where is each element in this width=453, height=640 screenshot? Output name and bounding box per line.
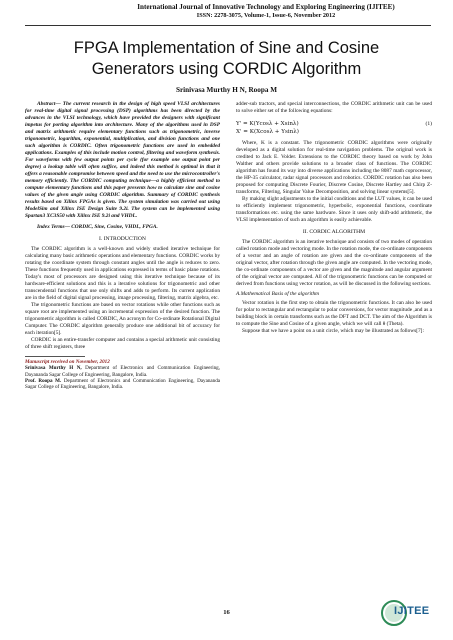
footnote-rule [25, 356, 85, 357]
history-paragraph: Where, K is a constant. The trigonometric CORDIC algorithms were originally developed as a digital solution for real-time navigation problems. The original work is credited to Jack E. Volder. Extensions to the CORDIC theory based on work by John Walther and others provide solutions to a broader class of functions. The CORDIC algorithm has found its way into diverse applications including the 8087 math coprocessor, the HP-35 calculator, radar signal processors and robotics. CORDIC rotation has also been proposed for computing Discrete Fourier, Discrete Cosine, Discrete Hartley and Chirp Z-transforms, Filtering, Singular Value Decomposition, and solving linear systems[5]. [236, 140, 432, 195]
manuscript-note: Manuscript received on November, 2012 [25, 359, 110, 365]
intro-paragraph-1: The CORDIC algorithm is a well-known and widely studied iterative technique for calculating many basic arithmetic operations and elementary functions. CORDIC works by rotating the coordinate system through constant angles until the angle is reduces to zero. These functions frequently used in applications expressed in terms of basic plane rotations. Today's most of processors are designed using this iterative technique because of its hardware-efficient solutions and this is a iterative solutions for trigonometric and other transcendental functions that use only shifts and adds to perform. Its current application are in the field of digital signal processing, image processing, filtering, matrix algebra, etc. [25, 246, 220, 301]
paper-title [40, 38, 413, 80]
right-column [236, 101, 432, 335]
author-1-aff-text: Department of Electronics and Communication Engineering, Dayananda Sagar College of Engineering, Bangalore, India. [25, 365, 221, 378]
cordic-intro-paragraph: adder-sub tractors, and special interconnections, the CORDIC arithmetic unit can be used to solve either set of the following equations: [236, 101, 432, 114]
abstract: Abstract— The current research in the design of high speed VLSI architectures for real-time digital signal processing (DSP) algorithms has been directed by the advances in the VLSI technology, which have provided the designers with significant impetus for porting algorithm into architecture. Many of the algorithms used in DSP and matrix arithmetic require elementary functions such as trigonometric, inverse trigonometric, logarithm, exponential, multiplication, and division functions and one such algorithm is CORDIC. Often trigonometric functions are used in embedded applications. Examples of this include motion control, filtering and waveform synthesis. For waveforms with few output points per cycle (for example one output point per degree) a lookup table will often suffice, and indeed this method is optimal in that it offers a reasonable compromise between speed and the need to use the microcontroller's memory efficiently. The CORDIC computing technique—a highly efficient method to compute elementary functions and this paper presents how to calculate sine and cosine values of the given angle using CORDIC algorithm. Summary of CORDIC synthesis results based on Xilinx FPGAs is given. The system simulation was carried out using ModelSim and Xilinx ISE Design Suite 9.2i. The system can be implemented using Spartan3 XC3S50 with Xilinx ISE 9.2i and VHDL. [25, 101, 220, 219]
math-basis-paragraph-1: Vector rotation is the first step to obtain the trigonometric functions. It can also be used for polar to rectangular and rectangular to polar conversions, for vector magnitude ,and as a building block in certain transforms such as the DFT and DCT. The aim of the Algorithm is to compute the Sine and Cosine of a given angle, which we will call θ (Theta). [236, 300, 432, 327]
journal-name: International Journal of Innovative Technology and Exploring Engineering (IJITEE) [137, 3, 395, 11]
left-column [25, 101, 220, 390]
running-header [101, 3, 431, 19]
author-1-name: Srinivasa Murthy H N, [25, 365, 82, 372]
footnotes [25, 359, 220, 390]
title-line-1: FPGA Implementation of Sine and Cosine [73, 39, 380, 57]
equation-1 [236, 121, 432, 136]
authors: Srinivasa Murthy H N, Roopa M [175, 86, 278, 94]
page-number: 16 [223, 609, 230, 616]
algorithm-paragraph: The CORDIC algorithm is an iterative technique and consists of two modes of operation called rotation mode and vectoring mode. In the rotation mode, the co-ordinate components of a vector and an angle of rotation are given and the co-ordinate components of the original vector, after rotation through the given angle are computed. In the vectoring mode, the co-ordinate components of a vector are given and the magnitude and angular argument of the original vector are computed. All of the trigonometric functions can be computed or derived from functions using vector rotation, as will be discussed in the following sections. [236, 239, 432, 287]
equation-number: (1) [425, 121, 432, 127]
section-1-heading: I. INTRODUCTION [99, 236, 146, 242]
title-line-2: Generators using CORDIC Algorithm [91, 60, 362, 78]
subsection-heading: A.Mathematical Basis of the algorithm [236, 291, 319, 297]
header-rule [25, 25, 431, 26]
intro-paragraph-3: CORDIC is an entire-transfer computer and contains a special arithmetic unit consisting of three shift registers, three [25, 337, 220, 350]
journal-logo [381, 598, 435, 628]
intro-paragraph-2: The trigonometric functions are based on vector rotations while other functions such as square root are implemented using an incremental expression of the desired function. The trigonometric algorithm is called CORDIC, An acronym for Co-ordinate Rotational Digital Computer. The CORDIC algorithm generally produce one additional bit of accuracy for each iteration[5]. [25, 302, 220, 336]
index-terms: Index Terms— CORDIC, Sine, Cosine, VHDL, FPGA. [37, 224, 158, 230]
section-2-heading: II. CORDIC ALGORITHM [302, 229, 366, 235]
logo-text: IJITEE [394, 605, 430, 617]
equation-line-1: Y' = K(Ycosλ + Xsinλ) [236, 121, 299, 127]
author-2-name: Prof. Roopa M. [25, 377, 62, 384]
author-1-affiliation [25, 365, 220, 378]
issn-line: ISSN: 2278-3075, Volume-1, Issue-6, November 2012 [196, 11, 336, 19]
author-2-aff-text: Department of Electronics and Communication Engineering, Dayananda Sagar College of Engineering, Bangalore, India. [25, 377, 221, 391]
equation-line-2: X' = K(Xcosλ + Ysinλ) [236, 128, 299, 135]
author-2-affiliation [25, 378, 220, 391]
adjustments-paragraph: By making slight adjustments to the initial conditions and the LUT values, it can be used to efficiently implement trigonometric, hyperbolic, exponential functions, coordinate transformations etc. using the same hardware. Since it uses only shift-add arithmetic, the VLSI implementation of such an algorithm is easily achievable. [236, 196, 432, 223]
math-basis-paragraph-2: Suppose that we have a point on a unit circle, which may be illustrated as follows[7]: [242, 328, 424, 334]
